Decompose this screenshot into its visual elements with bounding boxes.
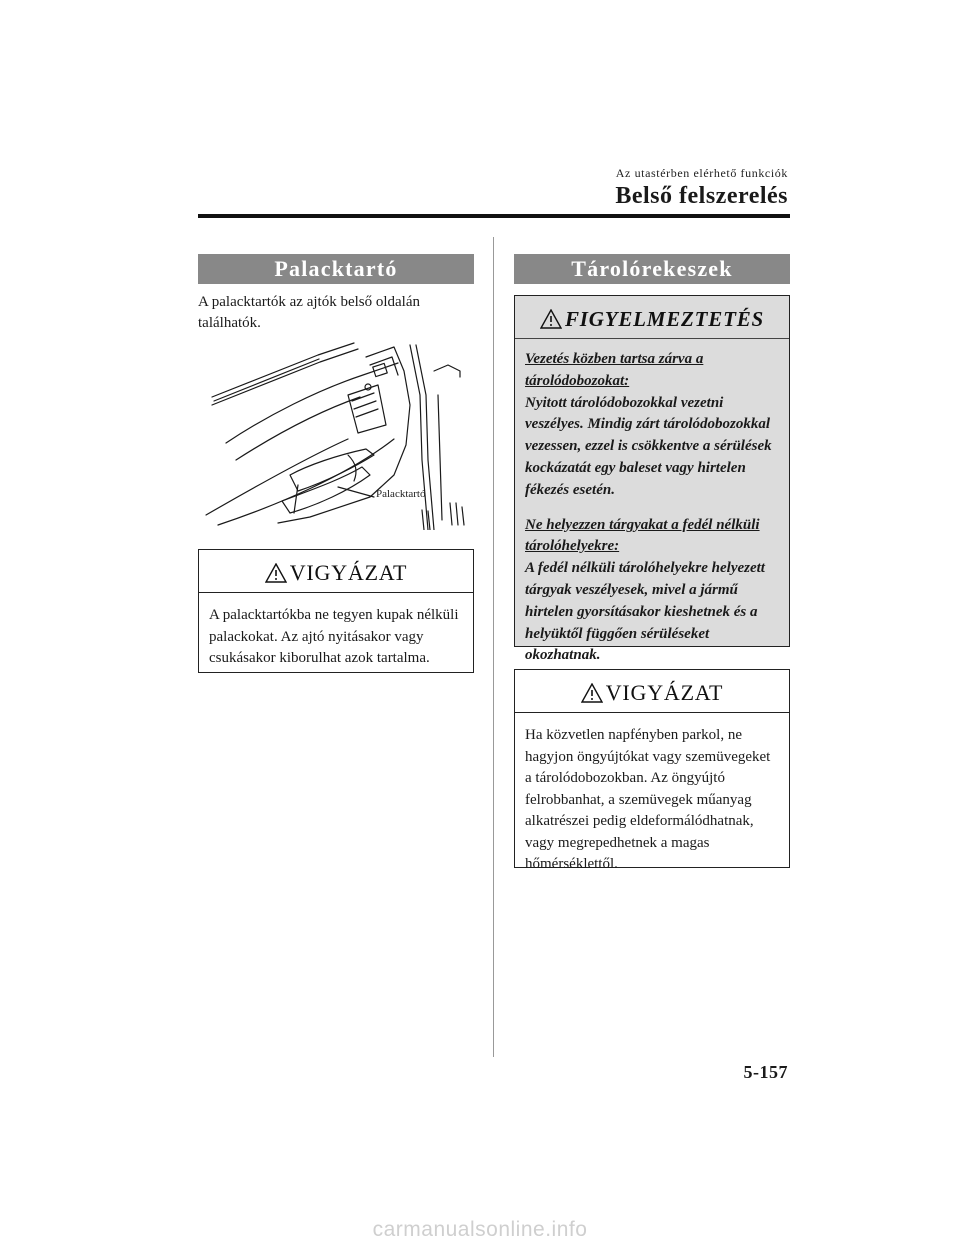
banner-bottle-holder: Palacktartó (198, 254, 474, 284)
caution-heading-text: VIGYÁZAT (289, 560, 408, 585)
door-illustration (198, 335, 474, 530)
warning-box (514, 295, 790, 664)
warning-p1-title: Vezetés közben tartsa zárva a tárolódobozokat: (525, 351, 704, 389)
caution-box-right (514, 669, 790, 872)
caution-heading-right (515, 670, 789, 713)
page-title: Belső felszerelés (615, 183, 788, 209)
warning-triangle-icon (265, 563, 287, 583)
intro-text: A palacktartók az ajtók belső oldalán találhatók. (198, 294, 421, 331)
caution-box-left (198, 549, 474, 673)
banner-storage: Tárolórekeszek (514, 254, 790, 284)
warning-heading-text: FIGYELMEZTETÉS (564, 307, 765, 331)
caution-heading-left (199, 550, 473, 593)
warning-heading (515, 296, 789, 339)
warning-p2-title: Ne helyezzen tárgyakat a fedél nélküli tárolóhelyekre: (525, 516, 760, 555)
caution-text-right: Ha közvetlen napfényben parkol, ne hagyjon öngyújtókat vagy szemüvegeket a tárolódobozokban. Az öngyújtó felrobbanhat, a szemüvegek műanyag alkatrészei pedig eldeformálódhatnak, vagy megrepedhetnek a magas hőmérséklettől. (525, 727, 771, 872)
warning-p2-text: A fedél nélküli tárolóhelyekre helyezett tárgyak veszélyesek, mivel a jármű hirtelen gyorsításakor kieshetnek és a helyüktől függően sérüléseket okozhatnak. (525, 560, 765, 664)
column-divider (493, 237, 494, 1057)
section-subtitle: Az utastérben elérhető funkciók (615, 166, 788, 180)
figure-callout-label: Palacktartó (376, 488, 426, 500)
caution-heading-text: VIGYÁZAT (605, 680, 724, 705)
warning-triangle-icon (540, 309, 562, 329)
warning-body (515, 339, 789, 667)
watermark: carmanualsonline.info (372, 1218, 588, 1241)
caution-text-left: A palacktartókba ne tegyen kupak nélküli palackokat. Az ajtó nyitásakor vagy csukásakor kiborulhat azok tartalma. (209, 607, 459, 666)
warning-triangle-icon (581, 683, 603, 703)
warning-p1-text: Nyitott tárolódobozokkal vezetni veszélyes. Mindig zárt tárolódobozokkal vezessen, ezzel is csökkentve a sérülések kockázatát egy baleset vagy hirtelen fékezés esetén. (525, 394, 772, 498)
page-number: 5-157 (743, 1062, 788, 1082)
header-rule (198, 214, 790, 218)
